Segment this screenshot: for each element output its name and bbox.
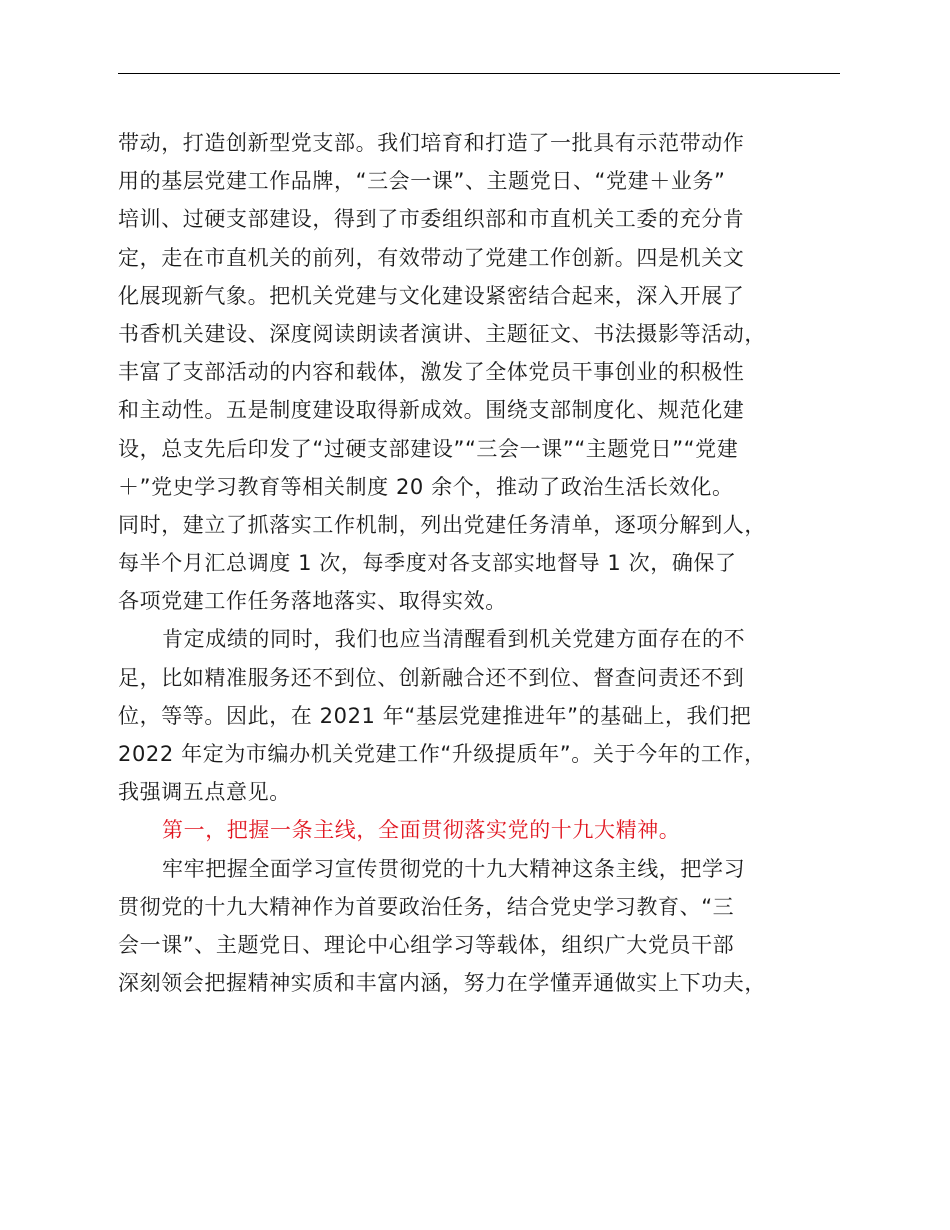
text-line: 同时，建立了抓落实工作机制，列出党建任务清单，逐项分解到人，: [118, 512, 766, 537]
text-line: 定，走在市直机关的前列，有效带动了党建工作创新。四是机关文: [118, 245, 745, 270]
text-line: 培训、过硬支部建设，得到了市委组织部和市直机关工委的充分肯: [118, 207, 745, 232]
text-line: 丰富了支部活动的内容和载体，激发了全体党员干事创业的积极性: [118, 360, 745, 385]
text-line: 设，总支先后印发了“过硬支部建设”“三会一课”“主题党日”“党建: [118, 436, 739, 461]
text-line: 带动，打造创新型党支部。我们培育和打造了一批具有示范带动作: [118, 131, 745, 155]
text-line: 各项党建工作任务落地落实、取得实效。: [118, 589, 507, 614]
text-line: 牢牢把握全面学习宣传贯彻党的十九大精神这条主线，把学习: [162, 856, 746, 881]
section-heading: 第一，把握一条主线，全面贯彻落实党的十九大精神。: [162, 818, 681, 843]
text-line: 书香机关建设、深度阅读朗读者演讲、主题征文、书法摄影等活动，: [118, 321, 766, 346]
text-line: 2022 年定为市编办机关党建工作“升级提质年”。关于今年的工作，: [118, 742, 766, 766]
text-line: 和主动性。五是制度建设取得新成效。围绕支部制度化、规范化建: [118, 398, 745, 423]
text-line: 足，比如精准服务还不到位、创新融合还不到位、督查问责还不到: [118, 665, 745, 690]
text-line: 深刻领会把握精神实质和丰富内涵，努力在学懂弄通做实上下功夫，: [118, 971, 766, 996]
text-line: 每半个月汇总调度 1 次，每季度对各支部实地督导 1 次，确保了: [118, 551, 737, 576]
text-line: 会一课”、主题党日、理论中心组学习等载体，组织广大党员干部: [118, 932, 735, 957]
text-line: 我强调五点意见。: [118, 780, 291, 805]
document-body: [118, 124, 848, 1002]
header-rule: [118, 73, 840, 74]
text-line: ＋”党史学习教育等相关制度 20 余个，推动了政治生活长效化。: [118, 474, 734, 499]
text-line: 肯定成绩的同时，我们也应当清醒看到机关党建方面存在的不: [162, 627, 746, 652]
text-line: 化展现新气象。把机关党建与文化建设紧密结合起来，深入开展了: [118, 283, 745, 308]
text-line: 用的基层党建工作品牌，“三会一课”、主题党日、“党建＋业务”: [118, 169, 726, 194]
text-line: 贯彻党的十九大精神作为首要政治任务，结合党史学习教育、“三: [118, 894, 735, 919]
text-line: 位，等等。因此，在 2021 年“基层党建推进年”的基础上，我们把: [118, 703, 752, 728]
